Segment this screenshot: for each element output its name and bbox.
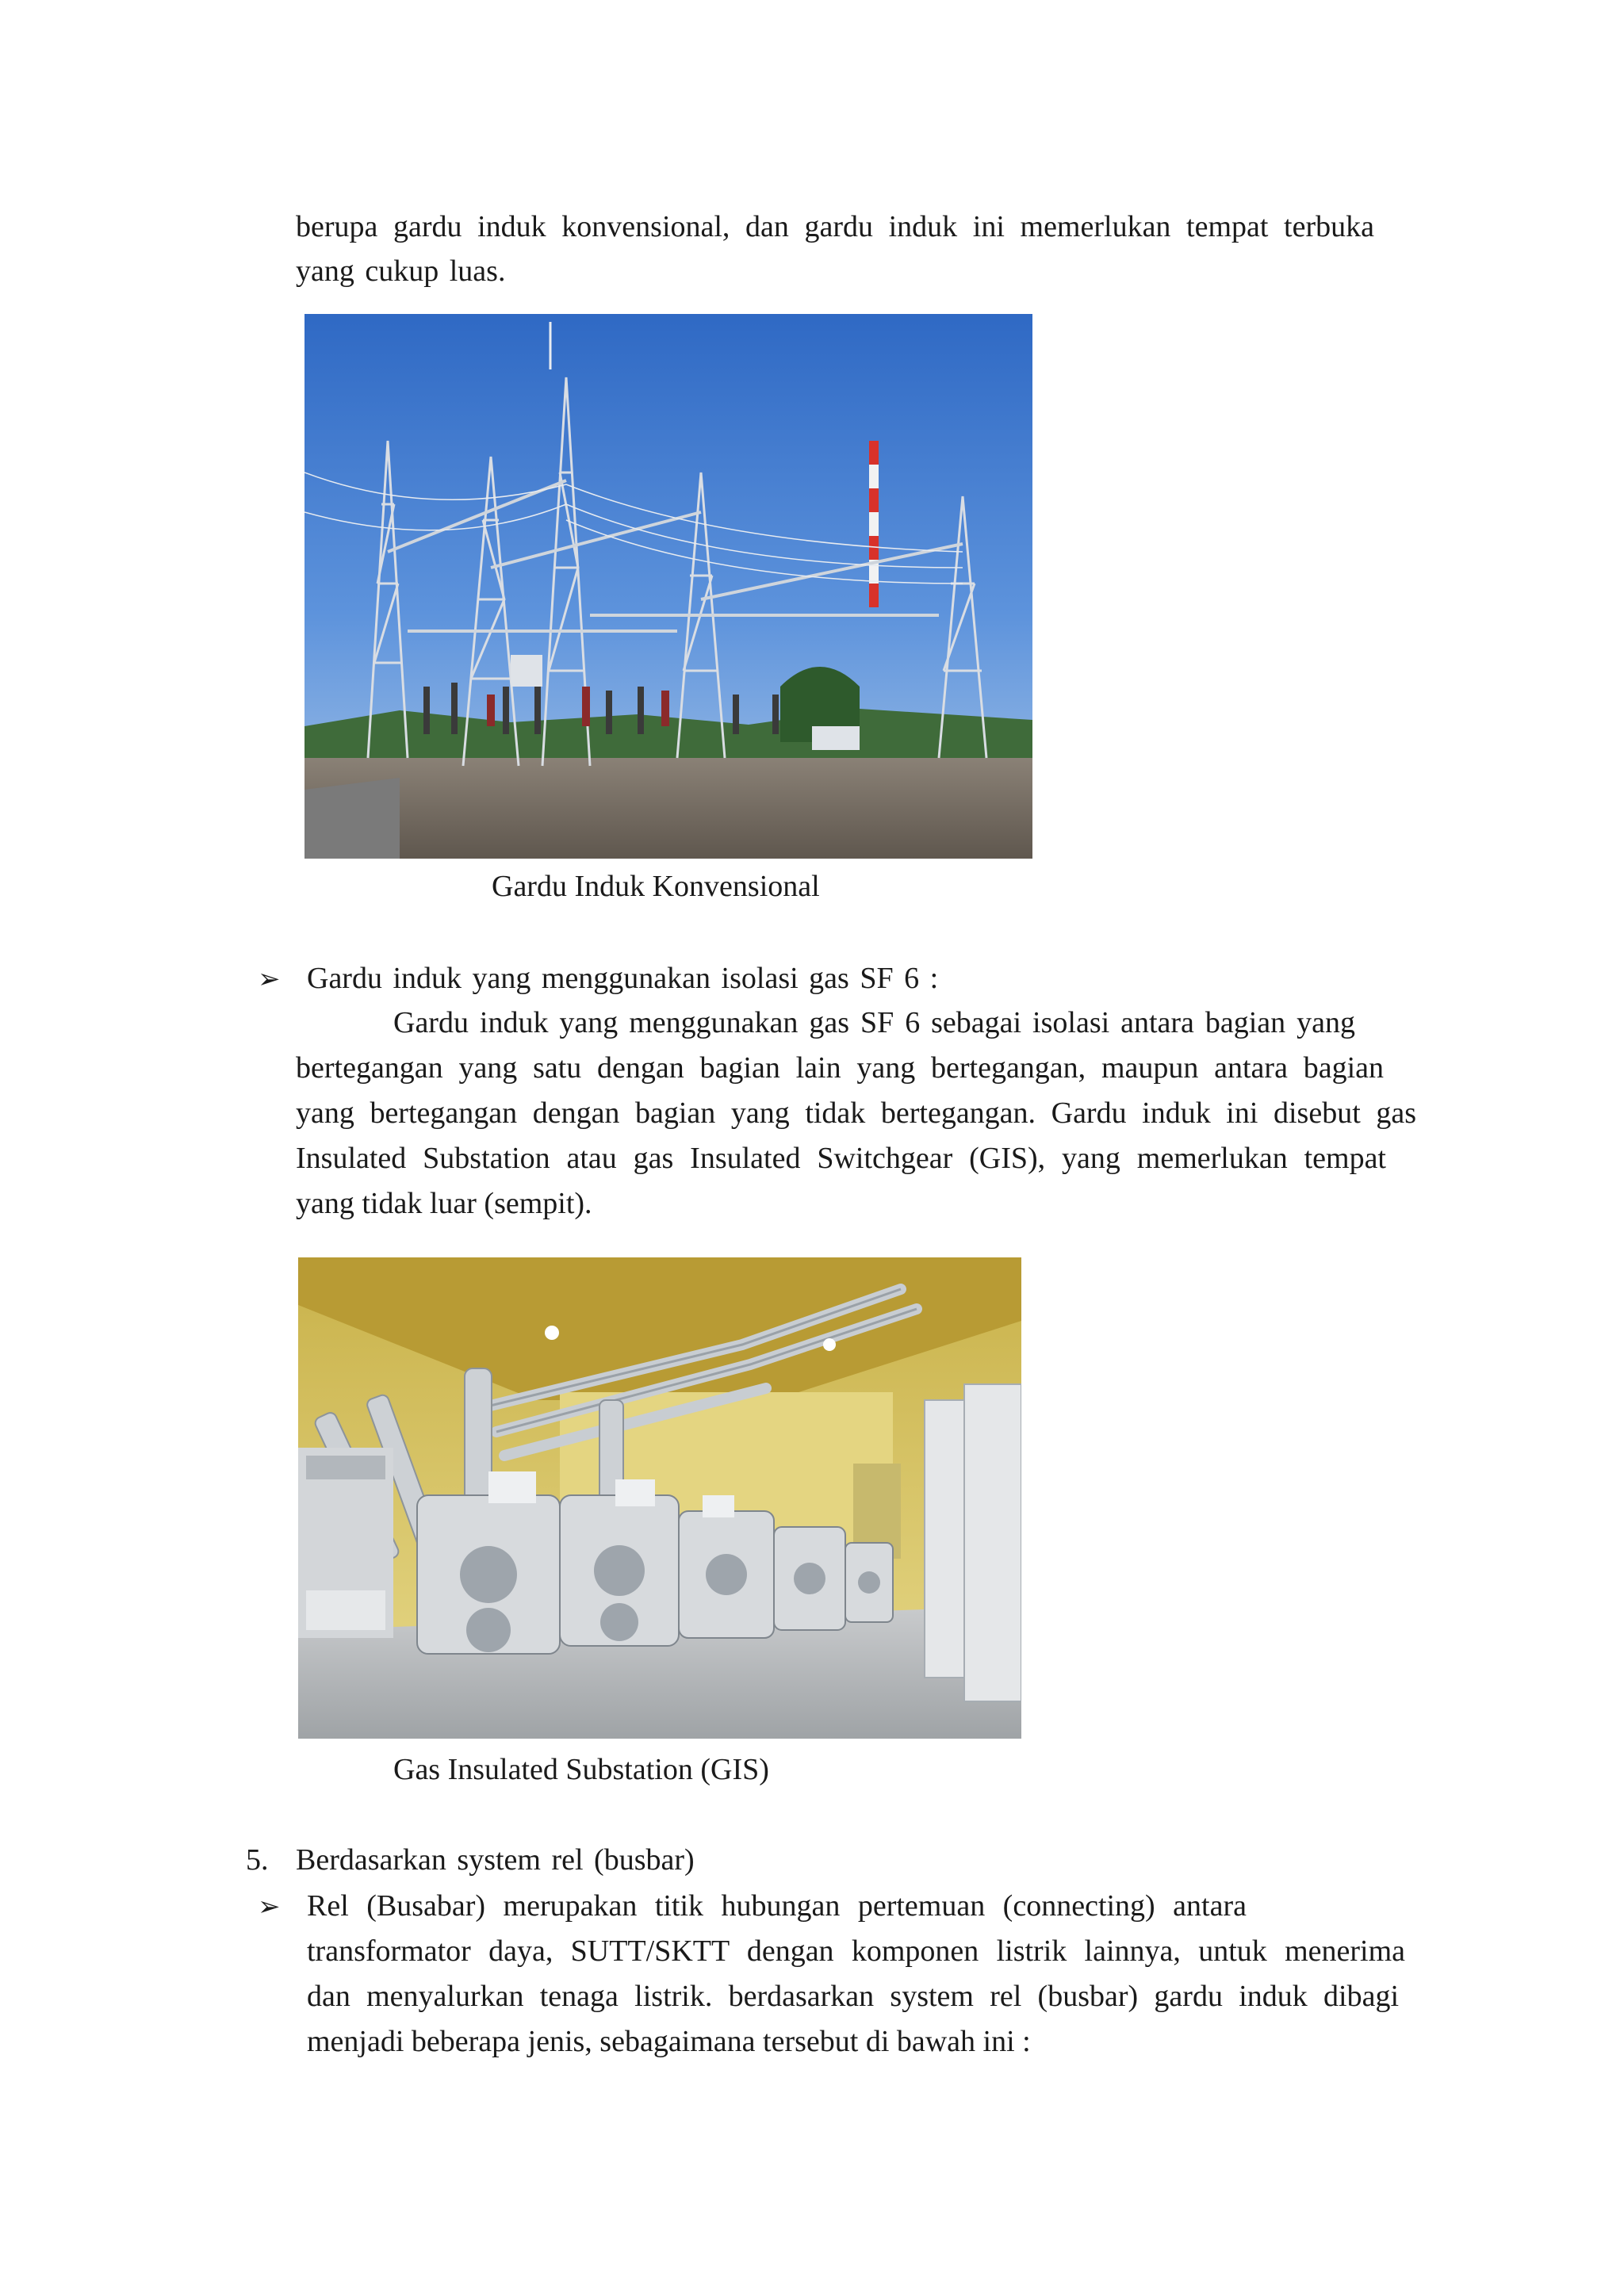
intro-line-1: berupa gardu induk konvensional, dan gardu induk ini memerlukan tempat terbuka [296, 210, 1374, 243]
arrow-bullet-icon: ➢ [258, 965, 281, 994]
arrow-bullet-icon: ➢ [258, 1892, 281, 1922]
busbar-para-line-2: transformator daya, SUTT/SKTT dengan komponen listrik lainnya, untuk menerima [307, 1934, 1405, 1968]
gis-indoor-photo [298, 1257, 1021, 1739]
figure-1-caption: Gardu Induk Konvensional [492, 870, 820, 903]
busbar-para-line-1: Rel (Busabar) merupakan titik hubungan pertemuan (connecting) antara [307, 1889, 1247, 1923]
sf6-heading: Gardu induk yang menggunakan isolasi gas SF 6 : [307, 962, 939, 995]
intro-line-2: yang cukup luas. [296, 254, 506, 288]
sf6-para-line-5: yang tidak luar (sempit). [296, 1187, 592, 1220]
figure-2-caption: Gas Insulated Substation (GIS) [393, 1753, 769, 1786]
sf6-para-line-2: bertegangan yang satu dengan bagian lain yang bertegangan, maupun antara bagian [296, 1051, 1384, 1085]
sf6-para-line-4: Insulated Substation atau gas Insulated Switchgear (GIS), yang memerlukan tempat [296, 1142, 1386, 1175]
section-5-number: 5. [246, 1843, 269, 1877]
sf6-para-line-3: yang bertegangan dengan bagian yang tidak bertegangan. Gardu induk ini disebut gas [296, 1096, 1416, 1130]
sf6-paragraph [296, 1001, 1416, 1226]
sf6-para-line-1: Gardu induk yang menggunakan gas SF 6 sebagai isolasi antara bagian yang [393, 1006, 1355, 1039]
outdoor-substation-photo [304, 314, 1032, 859]
section-5-title: Berdasarkan system rel (busbar) [296, 1843, 695, 1877]
busbar-paragraph [307, 1884, 1405, 2064]
busbar-para-line-3: dan menyalurkan tenaga listrik. berdasarkan system rel (busbar) gardu induk dibagi [307, 1980, 1399, 2013]
busbar-para-line-4: menjadi beberapa jenis, sebagaimana tersebut di bawah ini : [307, 2025, 1031, 2058]
